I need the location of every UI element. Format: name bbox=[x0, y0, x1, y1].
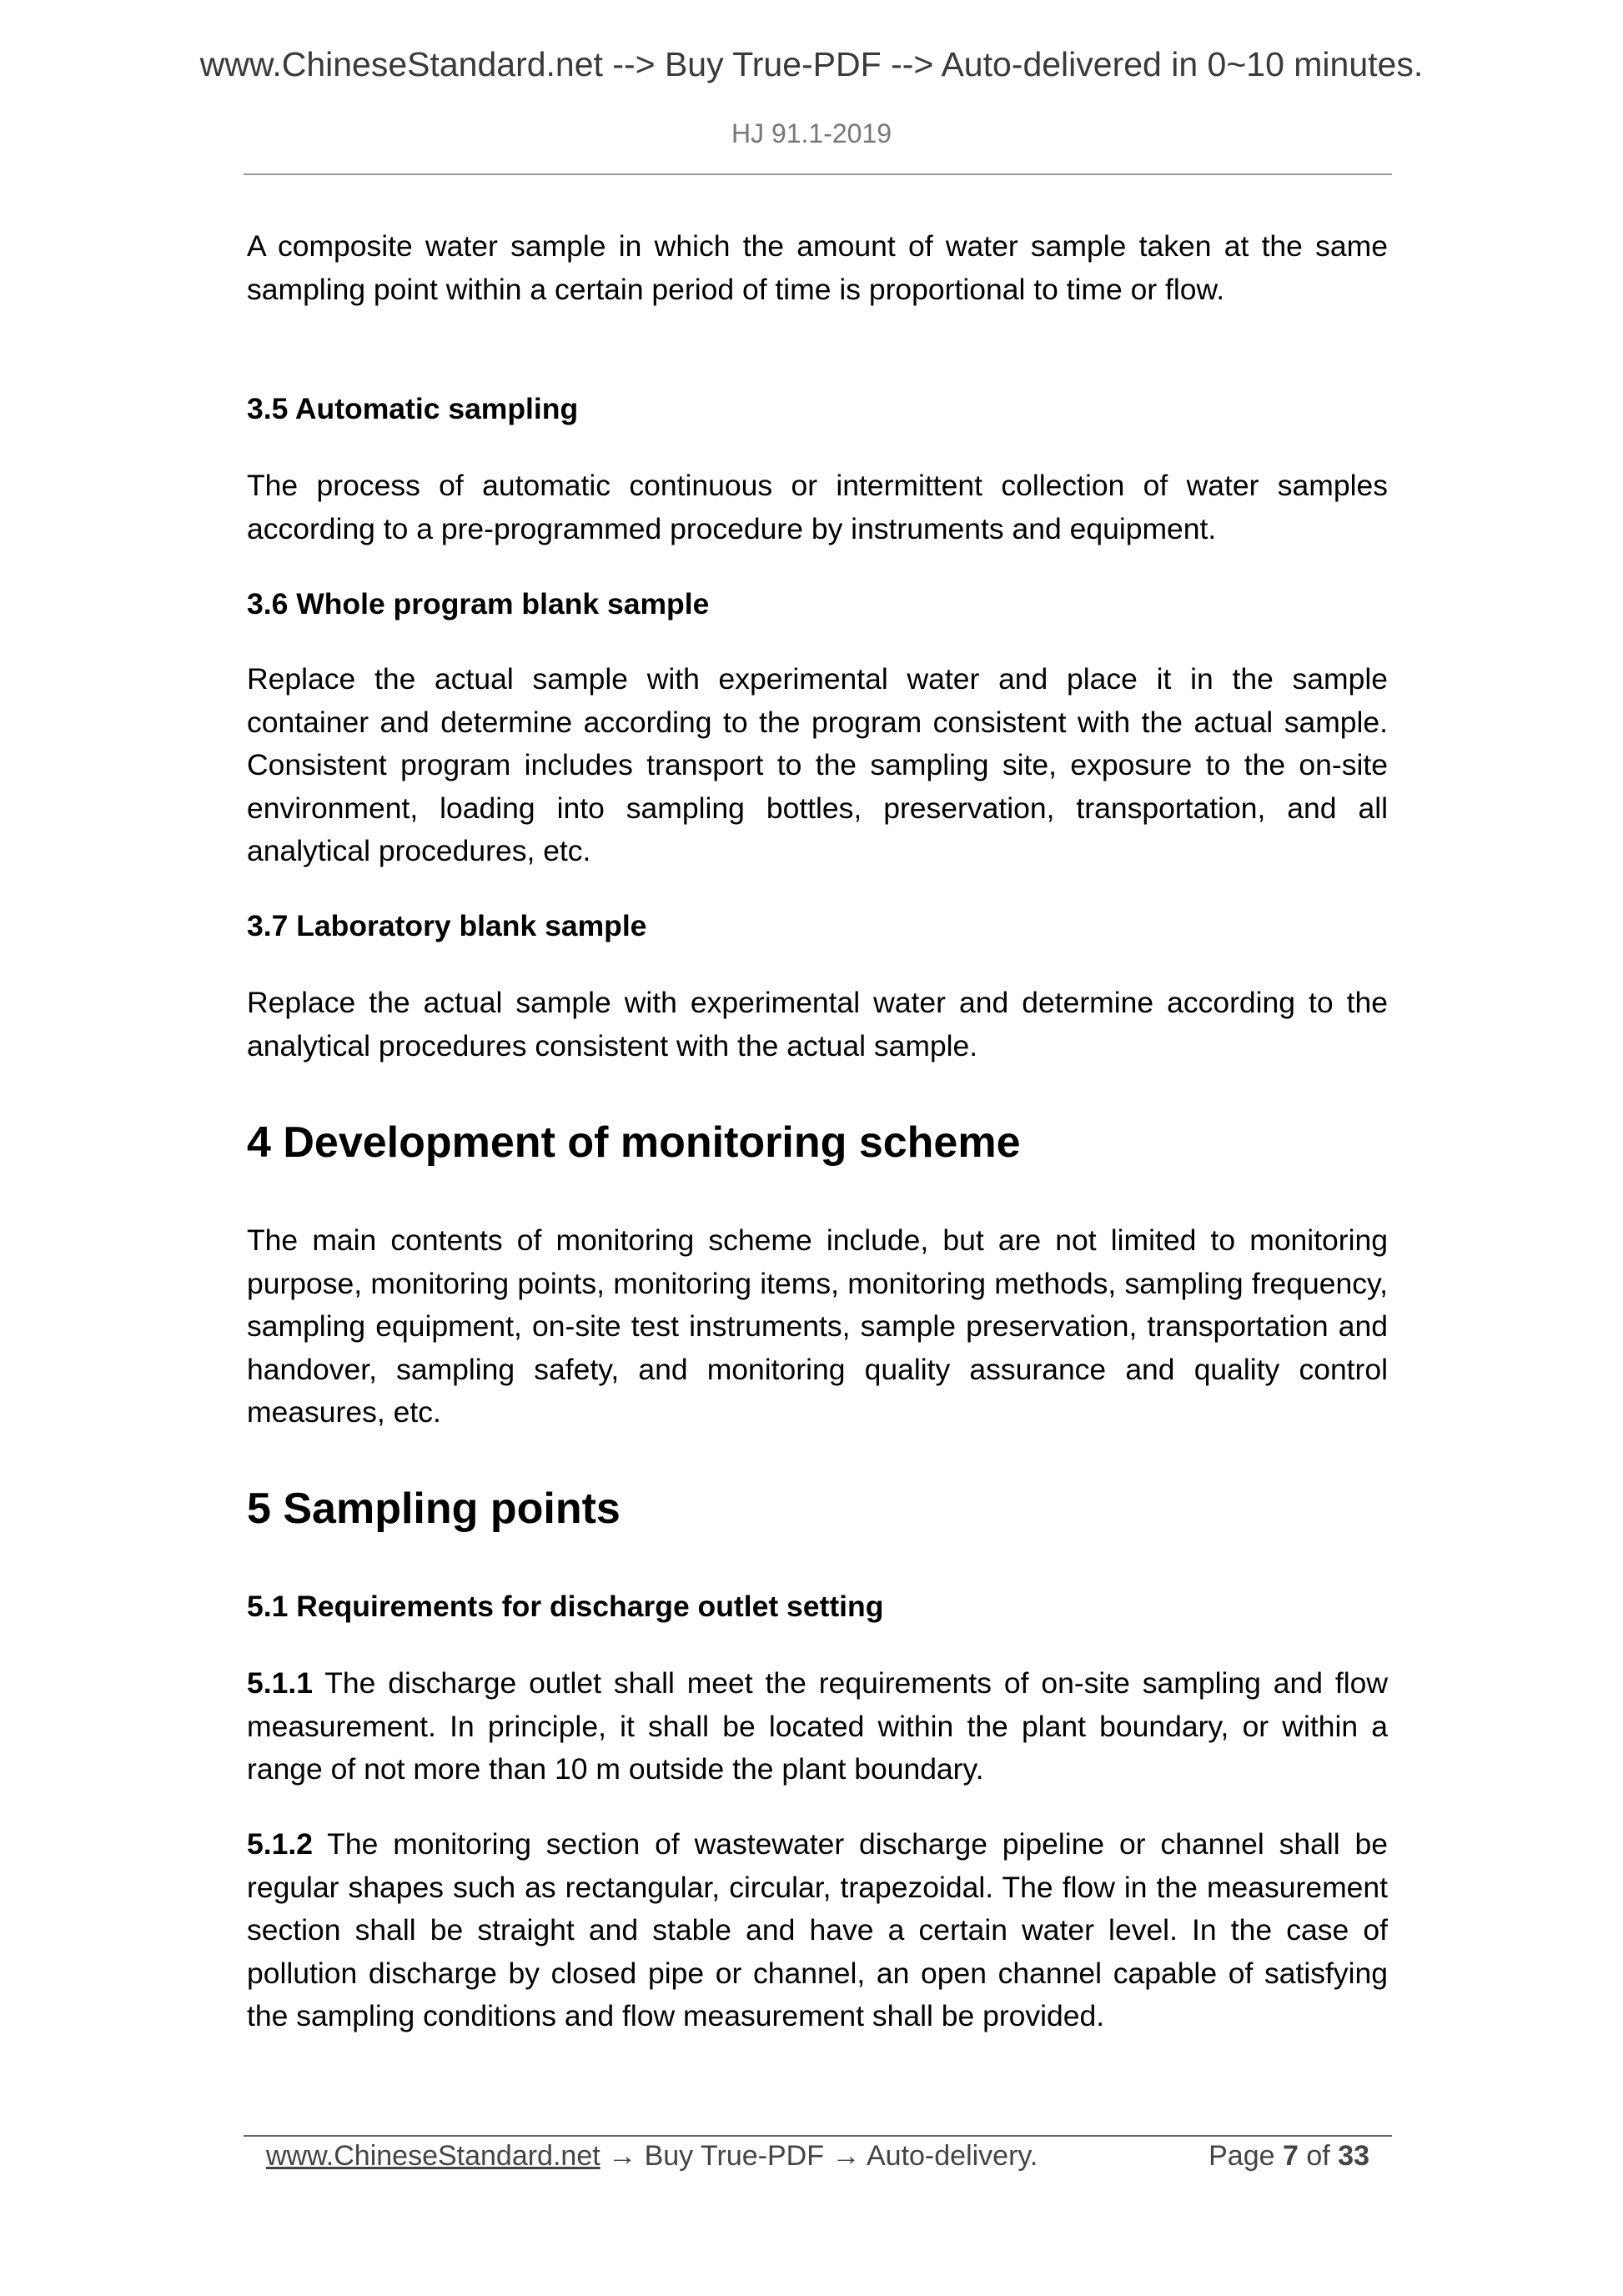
paragraph-5-1-1 bbox=[247, 1662, 1388, 1791]
page-total: 33 bbox=[1338, 2140, 1369, 2172]
heading-5: 5 Sampling points bbox=[247, 1485, 621, 1533]
clause-number: 5.1.1 bbox=[247, 1666, 313, 1700]
heading-3-5: 3.5 Automatic sampling bbox=[247, 392, 579, 425]
paragraph-composite-sample: A composite water sample in which the amount of water sample taken at the same sampling point within a certain period of time is proportional to time or flow. bbox=[247, 229, 1388, 306]
header-divider bbox=[244, 173, 1392, 175]
paragraph-3-6: Replace the actual sample with experimental water and place it in the sample container and determine according to the program consistent with the actual sample. Consistent program includes transport to the sampling site, exposure to the on-site environment, loading into sampling bottles, preservation, transportation, and all analytical procedures, etc. bbox=[247, 662, 1388, 867]
footer-link[interactable]: www.ChineseStandard.net bbox=[266, 2140, 600, 2172]
standard-code: HJ 91.1-2019 bbox=[731, 118, 892, 148]
footer-promo-text: → Buy True-PDF → Auto-delivery. bbox=[600, 2140, 1038, 2172]
clause-text: The monitoring section of wastewater discharge pipeline or channel shall be regular shapes such as rectangular, circular, trapezoidal. The flow in the measurement section shall be straight and stable and have a certain water level. In the case of pollution discharge by closed pipe or channel, an open channel capable of satisfying the sampling conditions and flow measurement shall be provided. bbox=[247, 1827, 1388, 2032]
paragraph-4: The main contents of monitoring scheme include, but are not limited to monitoring purpose, monitoring points, monitoring items, monitoring methods, sampling frequency, sampling equipment, on-site test instruments, sample preservation, transportation and handover, sampling safety, and monitoring quality assurance and quality control measures, etc. bbox=[247, 1223, 1388, 1429]
heading-5-1: 5.1 Requirements for discharge outlet setting bbox=[247, 1590, 884, 1623]
header-banner: www.ChineseStandard.net --> Buy True-PDF --> Auto-delivered in 0~10 minutes. bbox=[199, 45, 1424, 83]
footer-divider bbox=[244, 2135, 1392, 2137]
page-current: 7 bbox=[1282, 2140, 1299, 2172]
paragraph-3-5: The process of automatic continuous or intermittent collection of water samples according to a pre-programmed procedure by instruments and equipment. bbox=[247, 469, 1388, 545]
page-indicator bbox=[1208, 2140, 1369, 2173]
heading-4: 4 Development of monitoring scheme bbox=[247, 1118, 1021, 1167]
of-label: of bbox=[1306, 2140, 1330, 2172]
clause-number: 5.1.2 bbox=[247, 1827, 313, 1861]
paragraph-3-7: Replace the actual sample with experimental water and determine according to the analytical procedures consistent with the actual sample. bbox=[247, 986, 1388, 1063]
clause-text: The discharge outlet shall meet the requirements of on-site sampling and flow measurement. In principle, it shall be located within the plant boundary, or within a range of not more than 10 m outside the plant boundary. bbox=[247, 1666, 1388, 1786]
paragraph-5-1-2 bbox=[247, 1823, 1388, 2038]
footer-promo bbox=[266, 2140, 1038, 2173]
page-label: Page bbox=[1208, 2140, 1275, 2172]
heading-3-7: 3.7 Laboratory blank sample bbox=[247, 909, 647, 942]
heading-3-6: 3.6 Whole program blank sample bbox=[247, 587, 710, 620]
